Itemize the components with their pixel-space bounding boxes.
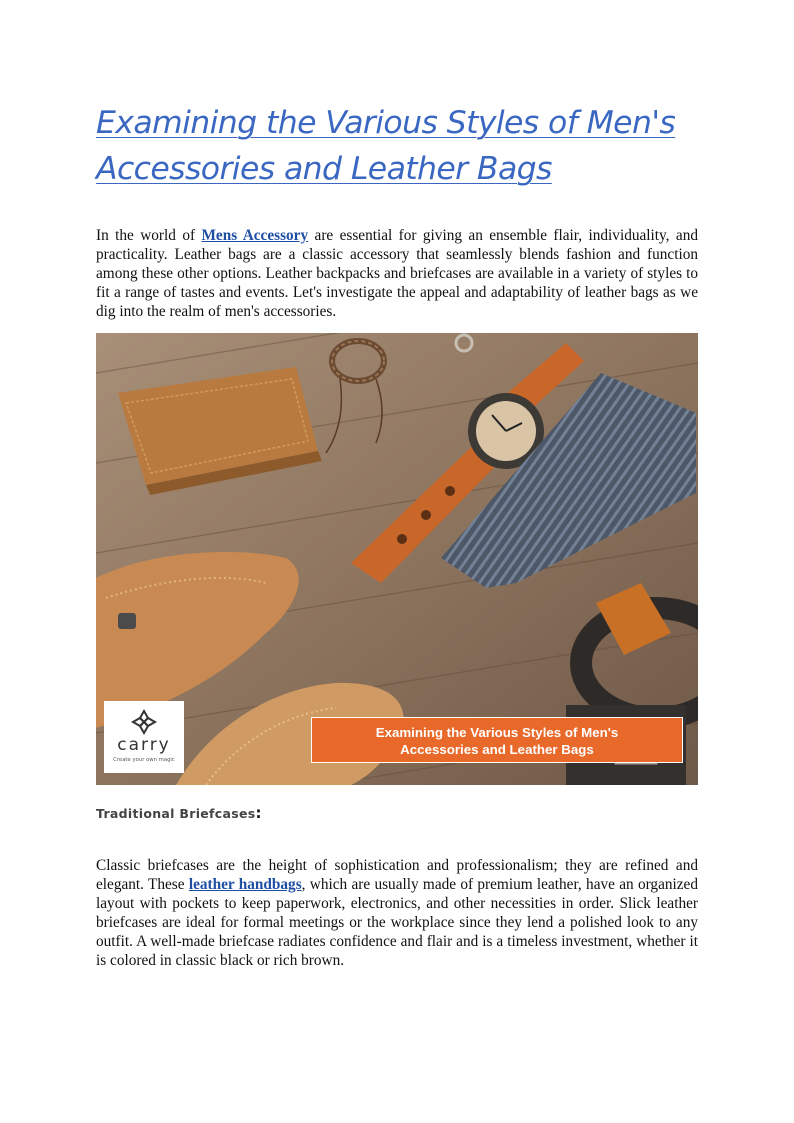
intro-text-start: In the world of xyxy=(96,227,202,244)
banner-line-2: Accessories and Leather Bags xyxy=(400,742,594,757)
briefcases-text-start: Classic briefcases are the height of sophistication and professionalism; they are refined and elegant. These xyxy=(96,857,698,893)
leather-handbags-link[interactable]: leather handbags xyxy=(188,876,302,893)
brand-logo xyxy=(104,701,184,773)
mens-accessory-link[interactable]: Mens Accessory xyxy=(201,227,309,244)
briefcases-text-end: , which are usually made of premium leather, have an organized layout with pockets to keep paperwork, electronics, and other necessities in order. Slick leather briefcases are ideal for formal meetings or the workplace since they lend a polished look to any outfit. A well-made briefcase radiates confidence and flair and is a timeless investment, whether it is colored in classic black or rich brown. xyxy=(96,876,698,969)
section-heading-colon: : xyxy=(255,804,262,822)
section-heading xyxy=(96,804,262,822)
logo-tagline: Create your own magic xyxy=(113,757,175,763)
carry-logo-icon xyxy=(131,709,157,735)
logo-name: carry xyxy=(117,735,171,755)
briefcases-paragraph xyxy=(96,856,698,970)
banner-line-1: Examining the Various Styles of Men's xyxy=(375,725,619,740)
intro-paragraph xyxy=(96,226,698,321)
page-title[interactable]: Examining the Various Styles of Men's Accessories and Leather Bags xyxy=(96,105,676,187)
image-banner xyxy=(311,717,683,763)
hero-image xyxy=(96,333,698,785)
section-heading-text: Traditional Briefcases xyxy=(96,806,256,821)
intro-text-end: are essential for giving an ensemble flair, individuality, and practicality. Leather bags are a classic accessory that seamlessly blends fashion and function among these other options. Leather backpacks and briefcases are available in a variety of styles to fit a range of tastes and events. Let's investigate the appeal and adaptability of leather bags as we dig into the realm of men's accessories. xyxy=(96,227,698,320)
